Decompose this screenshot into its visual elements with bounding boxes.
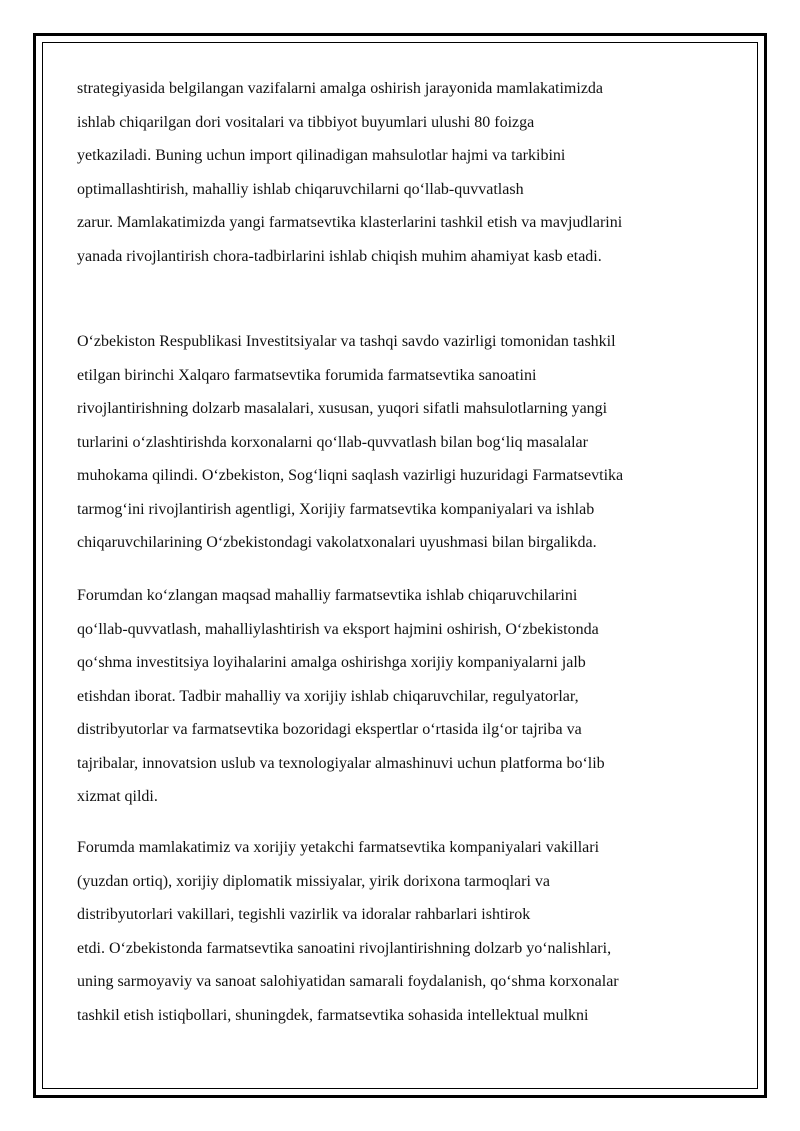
paragraph-line: qo‘shma investitsiya loyihalarini amalga oshirishga xorijiy kompaniyalarni jalb <box>77 654 586 671</box>
paragraph-line: distribyutorlari vakillari, tegishli vazirlik va idoralar rahbarlari ishtirok <box>77 906 531 923</box>
paragraph-line: muhokama qilindi. O‘zbekiston, Sog‘liqni saqlash vazirligi huzuridagi Farmatsevtika <box>77 467 624 484</box>
paragraph-line: optimallashtirish, mahalliy ishlab chiqaruvchilarni qo‘llab-quvvatlash <box>77 180 524 198</box>
paragraph-line: strategiyasida belgilangan vazifalarni amalga oshirish jarayonida mamlakatimizda <box>77 80 604 97</box>
paragraph-line: Forumdan ko‘zlangan maqsad mahalliy farmatsevtika ishlab chiqaruvchilarini <box>77 587 578 604</box>
paragraph-1 <box>77 72 737 273</box>
paragraph-line: yetkaziladi. Buning uchun import qilinadigan mahsulotlar hajmi va tarkibini <box>77 147 566 164</box>
paragraph-line: tashkil etish istiqbollari, shuningdek, farmatsevtika sohasida intellektual mulkni <box>77 1006 589 1024</box>
paragraph-line: etishdan iborat. Tadbir mahalliy va xorijiy ishlab chiqaruvchilar, regulyatorlar, <box>77 687 579 705</box>
paragraph-line: chiqaruvchilarining O‘zbekistondagi vakolatxonalari uyushmasi bilan birgalikda. <box>77 534 597 551</box>
paragraph-line: zarur. Mamlakatimizda yangi farmatsevtika klasterlarini tashkil etish va mavjudlarini <box>77 214 623 231</box>
paragraph-line: tajribalar, innovatsion uslub va texnologiyalar almashinuvi uchun platforma bo‘lib <box>77 754 605 772</box>
paragraph-line: etilgan birinchi Xalqaro farmatsevtika forumida farmatsevtika sanoatini <box>77 366 537 384</box>
paragraph-line: yanada rivojlantirish chora-tadbirlarini ishlab chiqish muhim ahamiyat kasb etadi. <box>77 247 602 265</box>
paragraph-line: turlarini o‘zlashtirishda korxonalarni qo‘llab-quvvatlash bilan bog‘liq masalalar <box>77 433 588 451</box>
paragraph-line: (yuzdan ortiq), xorijiy diplomatik missiyalar, yirik dorixona tarmoqlari va <box>77 872 551 890</box>
paragraph-3 <box>77 579 737 814</box>
paragraph-line: O‘zbekiston Respublikasi Investitsiyalar va tashqi savdo vazirligi tomonidan tashkil <box>77 333 616 350</box>
paragraph-line: qo‘llab-quvvatlash, mahalliylashtirish va eksport hajmini oshirish, O‘zbekistonda <box>77 620 599 638</box>
paragraph-line: tarmog‘ini rivojlantirish agentligi, Xorijiy farmatsevtika kompaniyalari va ishlab <box>77 500 595 518</box>
paragraph-line: rivojlantirishning dolzarb masalalari, xususan, yuqori sifatli mahsulotlarning yangi <box>77 400 608 417</box>
paragraph-line: distribyutorlar va farmatsevtika bozoridagi ekspertlar o‘rtasida ilg‘or tajriba va <box>77 721 582 738</box>
paragraph-line: xizmat qildi. <box>77 788 158 805</box>
paragraph-4 <box>77 831 737 1032</box>
paragraph-2 <box>77 325 737 560</box>
paragraph-line: etdi. O‘zbekistonda farmatsevtika sanoatini rivojlantirishning dolzarb yo‘nalishlari, <box>77 939 612 957</box>
paragraph-line: ishlab chiqarilgan dori vositalari va tibbiyot buyumlari ulushi 80 foizga <box>77 113 535 131</box>
paragraph-line: uning sarmoyaviy va sanoat salohiyatidan samarali foydalanish, qo‘shma korxonalar <box>77 973 619 990</box>
paragraph-line: Forumda mamlakatimiz va xorijiy yetakchi farmatsevtika kompaniyalari vakillari <box>77 839 600 856</box>
